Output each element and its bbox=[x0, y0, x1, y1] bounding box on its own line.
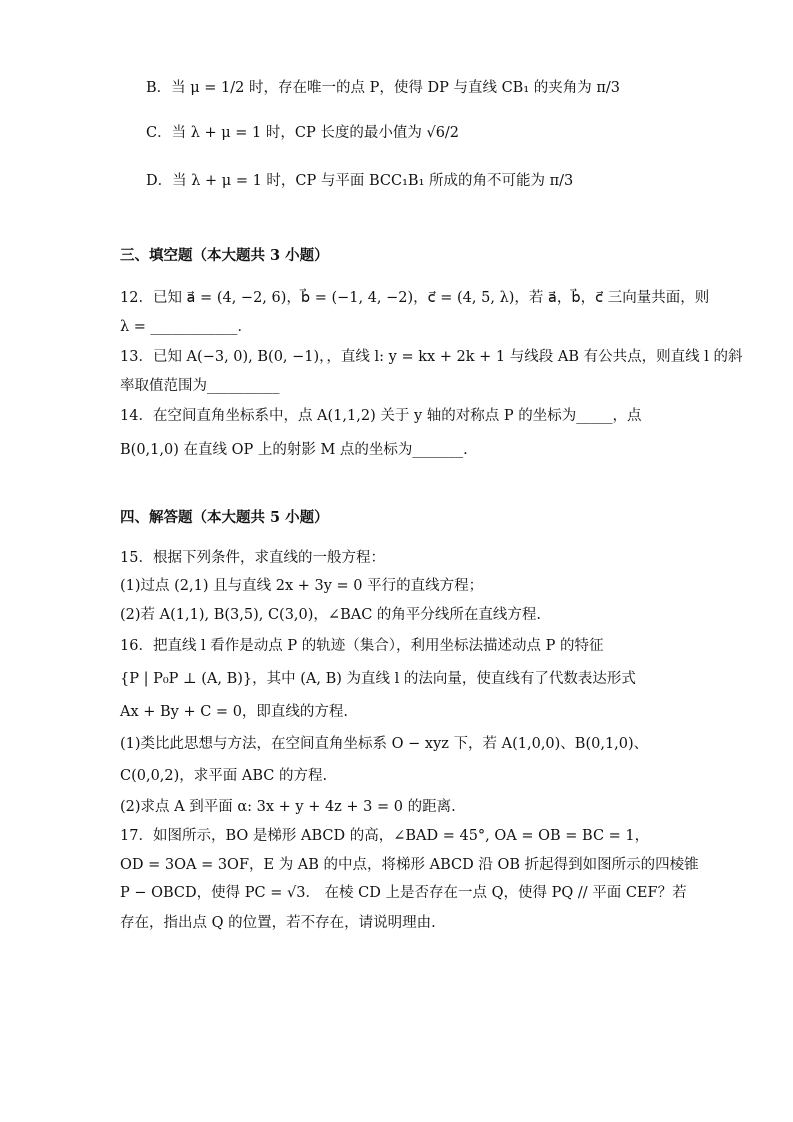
option-d: D．当 λ + μ = 1 时，CP 与平面 BCC₁B₁ 所成的角不可能为 π/3 bbox=[146, 173, 574, 189]
question-14-line-1: 14．在空间直角坐标系中，点 A(1,1,2) 关于 y 轴的对称点 P 的坐标为_____，点 bbox=[120, 408, 642, 424]
question-16-part-1-cont: C(0,0,2)，求平面 ABC 的方程. bbox=[120, 768, 328, 784]
question-12-line-2: λ = ____________． bbox=[120, 319, 253, 335]
section-4-heading: 四、解答题（本大题共 5 小题） bbox=[120, 509, 329, 526]
question-16-line-1: 16．把直线 l 看作是动点 P 的轨迹（集合），利用坐标法描述动点 P 的特征 bbox=[120, 638, 604, 654]
question-16-part-1: (1)类比此思想与方法，在空间直角坐标系 O − xyz 下，若 A(1,0,0)、B(0,1,0)、 bbox=[120, 736, 649, 752]
question-16-line-3: Ax + By + C = 0，即直线的方程. bbox=[120, 704, 349, 720]
question-16-part-2: (2)求点 A 到平面 α: 3x + y + 4z + 3 = 0 的距离. bbox=[120, 799, 456, 815]
question-13-line-2: 率取值范围为__________ bbox=[120, 378, 280, 394]
question-14-line-2: B(0,1,0) 在直线 OP 上的射影 M 点的坐标为_______. bbox=[120, 442, 468, 458]
question-16-line-2: {P | P₀P ⊥ (A, B)}，其中 (A, B) 为直线 l 的法向量，使直线有了代数表达形式 bbox=[120, 671, 636, 687]
question-15-part-1: (1)过点 (2,1) 且与直线 2x + 3y = 0 平行的直线方程； bbox=[120, 578, 484, 594]
question-17-line-1: 17．如图所示，BO 是梯形 ABCD 的高，∠BAD = 45°, OA = OB = BC = 1， bbox=[120, 828, 650, 844]
section-3-heading: 三、填空题（本大题共 3 小题） bbox=[120, 247, 329, 264]
question-13-line-1: 13．已知 A(−3, 0), B(0, −1)，，直线 l: y = kx + 2k + 1 与线段 AB 有公共点，则直线 l 的斜 bbox=[120, 349, 743, 365]
option-c: C．当 λ + μ = 1 时，CP 长度的最小值为 √6/2 bbox=[146, 125, 460, 141]
question-17-line-4: 存在，指出点 Q 的位置，若不存在，请说明理由. bbox=[120, 915, 436, 931]
question-12-line-1: 12．已知 a⃗ = (4, −2, 6)，b⃗ = (−1, 4, −2)，c⃗ = (4, 5, λ)，若 a⃗，b⃗，c⃗ 三向量共面，则 bbox=[120, 290, 710, 306]
question-17-line-2: OD = 3OA = 3OF，E 为 AB 的中点，将梯形 ABCD 沿 OB 折起得到如图所示的四棱锥 bbox=[120, 857, 699, 873]
question-15-part-2: (2)若 A(1,1), B(3,5), C(3,0)，∠BAC 的角平分线所在直线方程. bbox=[120, 607, 542, 623]
option-b: B．当 μ = 1/2 时，存在唯一的点 P，使得 DP 与直线 CB₁ 的夹角为 π/3 bbox=[146, 80, 620, 96]
question-15-line-1: 15．根据下列条件，求直线的一般方程： bbox=[120, 550, 385, 566]
question-17-line-3: P − OBCD，使得 PC = √3． 在棱 CD 上是否存在一点 Q，使得 PQ // 平面 CEF？若 bbox=[120, 885, 687, 901]
